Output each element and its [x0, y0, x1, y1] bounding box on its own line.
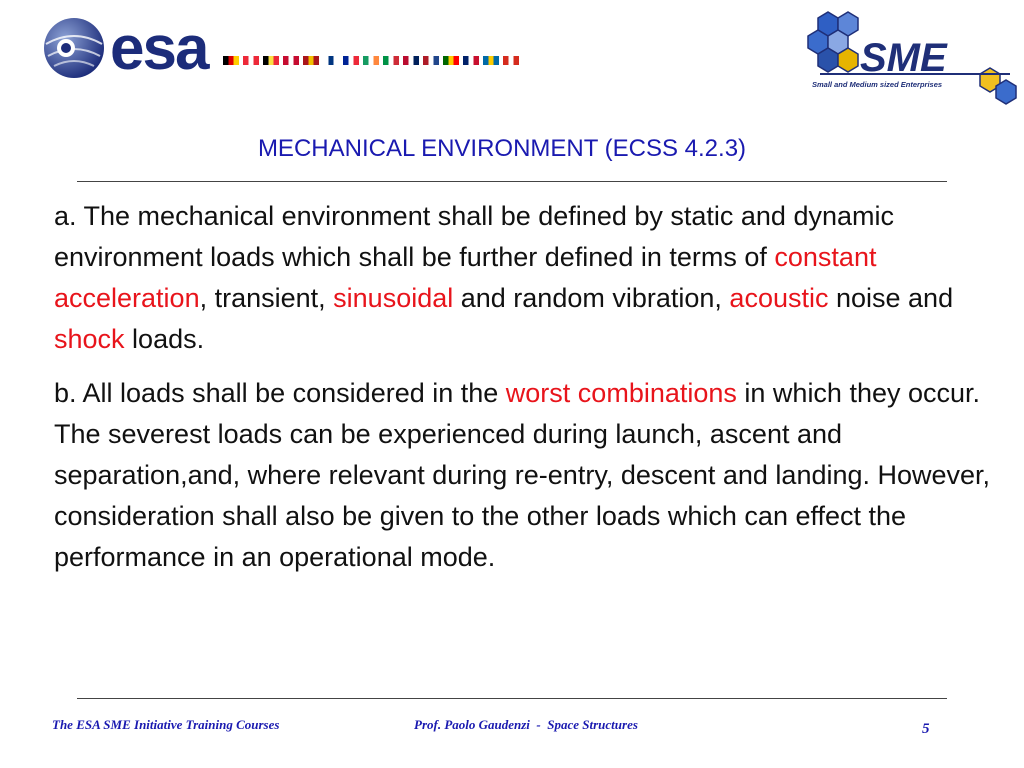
paragraph-c: [54, 414, 1004, 578]
flag-icon: [443, 56, 459, 65]
page-number: 5: [922, 721, 930, 737]
flag-icon: [483, 56, 499, 65]
flag-icon: [363, 56, 379, 65]
esa-logo-text: esa: [110, 14, 208, 83]
flag-icon: [223, 56, 239, 65]
highlight-term: shock: [54, 324, 125, 354]
flag-icon: [263, 56, 279, 65]
member-state-flags: [223, 54, 519, 66]
flag-icon: [243, 56, 259, 65]
footer-course: The ESA SME Initiative Training Courses: [52, 717, 280, 732]
slide-body: [54, 196, 1004, 578]
text-segment: loads.: [124, 324, 205, 354]
footer-author: Prof. Paolo Gaudenzi - Space Structures: [414, 717, 638, 732]
paragraph-b: [54, 373, 1004, 414]
title-divider: [77, 181, 947, 182]
sme-logo-text: SME: [860, 36, 947, 80]
text-segment: and random vibration,: [453, 283, 730, 313]
highlight-term: acoustic: [729, 283, 829, 313]
flag-icon: [323, 56, 339, 65]
highlight-term: constant acceleration: [54, 242, 877, 313]
text-segment: a. The mechanical environment shall be defined by static and dynamic environment loads which shall be further defined in terms of: [54, 201, 894, 272]
sme-tagline: Small and Medium sized Enterprises: [812, 80, 943, 89]
esa-logo: [40, 14, 560, 86]
sme-logo: [800, 8, 1020, 108]
text-segment: in which they occur.: [736, 378, 981, 408]
text-segment: b. All loads shall be considered in the: [54, 378, 506, 408]
slide-title: MECHANICAL ENVIRONMENT (ECSS 4.2.3): [257, 135, 747, 162]
esa-globe-icon: [40, 14, 114, 80]
text-segment: noise and: [828, 283, 954, 313]
highlight-term: sinusoidal: [333, 283, 454, 313]
flag-icon: [463, 56, 479, 65]
flag-icon: [283, 56, 299, 65]
highlight-term: worst combinations: [505, 378, 737, 408]
flag-icon: [343, 56, 359, 65]
footer-divider: [77, 698, 947, 699]
flag-icon: [403, 56, 419, 65]
flag-icon: [303, 56, 319, 65]
paragraph-a: [54, 196, 1004, 360]
flag-icon: [503, 56, 519, 65]
text-segment: The severest loads can be experienced during launch, ascent and separation,and, where relevant during re-entry, descent and landing. However, consideration shall also be given to the other loads which can effect the performance in an operational mode.: [54, 419, 991, 572]
flag-icon: [383, 56, 399, 65]
flag-icon: [423, 56, 439, 65]
text-segment: , transient,: [199, 283, 334, 313]
